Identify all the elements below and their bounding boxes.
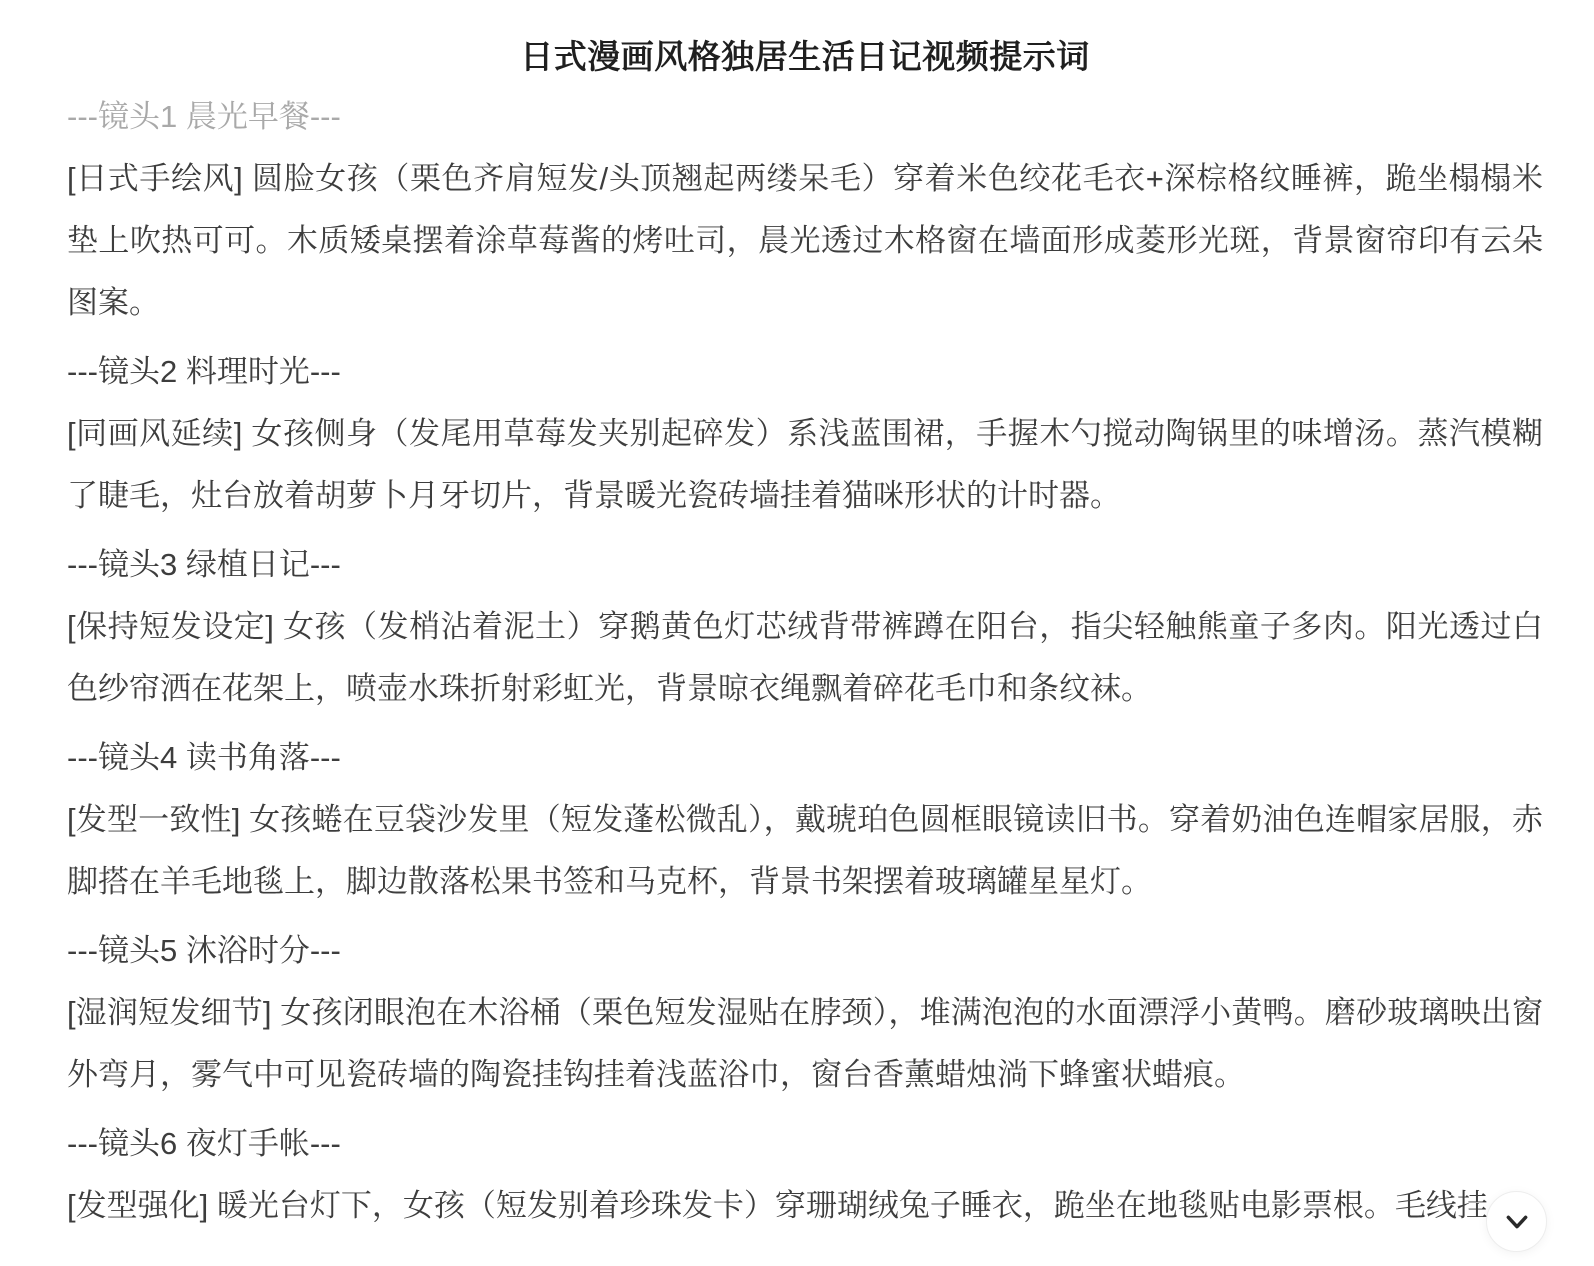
section-paragraph: [保持短发设定] 女孩（发梢沾着泥土）穿鹅黄色灯芯绒背带裤蹲在阳台，指尖轻触熊童子多肉。阳光透过白色纱帘洒在花架上，喷壶水珠折射彩虹光，背景晾衣绳飘着碎花毛巾和条纹袜。 xyxy=(67,609,1543,706)
section-shot-1 xyxy=(67,86,1543,334)
section-header: ---镜头2 料理时光--- xyxy=(67,354,341,389)
section-header: ---镜头6 夜灯手帐--- xyxy=(67,1126,341,1161)
scroll-to-bottom-button[interactable] xyxy=(1486,1191,1547,1252)
section-paragraph: [湿润短发细节] 女孩闭眼泡在木浴桶（栗色短发湿贴在脖颈），堆满泡泡的水面漂浮小黄鸭。磨砂玻璃映出窗外弯月，雾气中可见瓷砖墙的陶瓷挂钩挂着浅蓝浴巾，窗台香薰蜡烛淌下蜂蜜状蜡痕。 xyxy=(67,995,1543,1092)
section-paragraph: [日式手绘风] 圆脸女孩（栗色齐肩短发/头顶翘起两缕呆毛）穿着米色绞花毛衣+深棕格纹睡裤，跪坐榻榻米垫上吹热可可。木质矮桌摆着涂草莓酱的烤吐司，晨光透过木格窗在墙面形成菱形光斑，背景窗帘印有云朵图案。 xyxy=(67,161,1543,320)
section-shot-5 xyxy=(67,920,1543,1106)
page-title: 日式漫画风格独居生活日记视频提示词 xyxy=(520,38,1090,75)
section-header: ---镜头1 晨光早餐--- xyxy=(67,99,341,134)
section-paragraph: [同画风延续] 女孩侧身（发尾用草莓发夹别起碎发）系浅蓝围裙，手握木勺搅动陶锅里的味增汤。蒸汽模糊了睫毛，灶台放着胡萝卜月牙切片，背景暖光瓷砖墙挂着猫咪形状的计时器。 xyxy=(67,416,1543,513)
chevron-down-icon xyxy=(1501,1206,1533,1238)
section-shot-4 xyxy=(67,727,1543,913)
section-header: ---镜头5 沐浴时分--- xyxy=(67,933,341,968)
section-shot-2 xyxy=(67,341,1543,527)
section-header: ---镜头4 读书角落--- xyxy=(67,740,341,775)
section-shot-3 xyxy=(67,534,1543,720)
section-paragraph: [发型一致性] 女孩蜷在豆袋沙发里（短发蓬松微乱），戴琥珀色圆框眼镜读旧书。穿着奶油色连帽家居服，赤脚搭在羊毛地毯上，脚边散落松果书签和马克杯，背景书架摆着玻璃罐星星灯。 xyxy=(67,802,1543,899)
section-shot-6 xyxy=(67,1113,1543,1237)
section-paragraph: [发型强化] 暖光台灯下，女孩（短发别着珍珠发卡）穿珊瑚绒兔子睡衣，跪坐在地毯贴电影票根。毛线挂 xyxy=(67,1188,1488,1223)
section-header: ---镜头3 绿植日记--- xyxy=(67,547,341,582)
